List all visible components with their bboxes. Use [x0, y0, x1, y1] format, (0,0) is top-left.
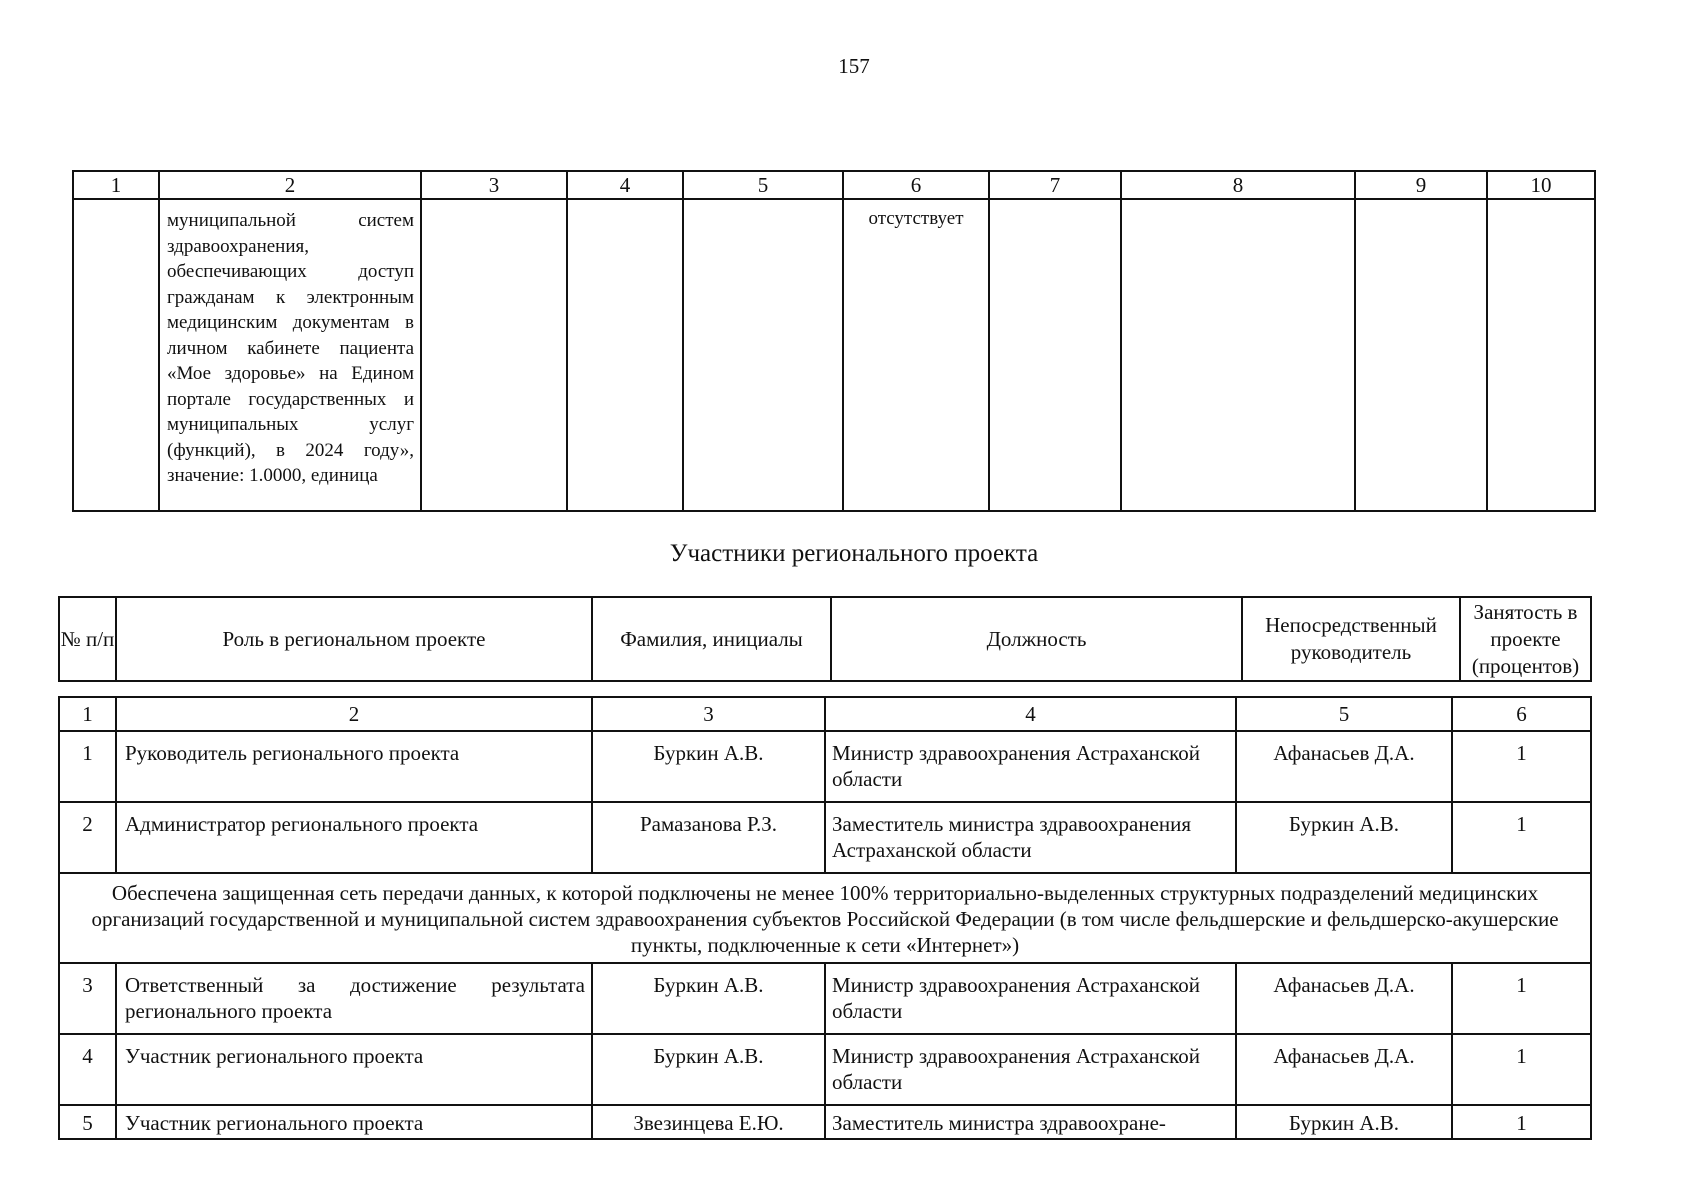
header-name: Фамилия, инициалы — [592, 597, 831, 681]
table-row — [59, 1034, 1591, 1105]
indicator-cell — [159, 199, 421, 511]
indicator-text: муниципальной систем здравоохранения, обеспечивающих доступ гражданам к электронным медицинским документам в личном кабинете пациента «Мое здоровье» на Едином портале государственных и муниципальных услуг (функций), в 2024 году», значение: 1.0000, единица — [167, 210, 414, 486]
percent-cell: 1 — [1452, 1034, 1591, 1105]
header-number: № п/п — [59, 597, 116, 681]
table-cell — [421, 199, 567, 511]
header-position: Должность — [831, 597, 1242, 681]
role-cell: Руководитель регионального проекта — [116, 731, 592, 802]
table-cell — [567, 199, 683, 511]
percent-cell: 1 — [1452, 963, 1591, 1034]
table-cell — [73, 199, 159, 511]
row-number: 4 — [59, 1034, 116, 1105]
manager-cell: Афанасьев Д.А. — [1236, 1034, 1452, 1105]
column-number-row — [59, 697, 1591, 731]
position-cell: Министр здравоохранения Астраханской области — [825, 963, 1236, 1034]
column-number: 1 — [59, 697, 116, 731]
table-cell — [683, 199, 843, 511]
name-cell: Звезинцева Е.Ю. — [592, 1105, 825, 1139]
column-number: 3 — [592, 697, 825, 731]
manager-cell: Афанасьев Д.А. — [1236, 963, 1452, 1034]
table-row — [73, 199, 1595, 511]
page-number: 157 — [838, 54, 870, 78]
percent-cell: 1 — [1452, 802, 1591, 873]
table-cell — [1487, 199, 1595, 511]
name-cell: Буркин А.В. — [592, 1034, 825, 1105]
section-title: Участники регионального проекта — [669, 540, 1039, 567]
row-number: 3 — [59, 963, 116, 1034]
role-cell: Ответственный за достижение результата регионального проекта — [116, 963, 592, 1034]
status-cell — [843, 199, 989, 511]
column-number: 3 — [421, 171, 567, 199]
participants-table — [58, 696, 1592, 1140]
column-number: 2 — [159, 171, 421, 199]
column-number: 10 — [1487, 171, 1595, 199]
row-number: 5 — [59, 1105, 116, 1139]
percent-cell: 1 — [1452, 1105, 1591, 1139]
column-number: 7 — [989, 171, 1121, 199]
position-cell: Министр здравоохранения Астраханской области — [825, 731, 1236, 802]
role-cell: Администратор регионального проекта — [116, 802, 592, 873]
header-role: Роль в региональном проекте — [116, 597, 592, 681]
table-cell — [989, 199, 1121, 511]
column-number: 2 — [116, 697, 592, 731]
row-number: 2 — [59, 802, 116, 873]
row-number: 1 — [59, 731, 116, 802]
position-cell: Министр здравоохранения Астраханской области — [825, 1034, 1236, 1105]
column-number: 5 — [1236, 697, 1452, 731]
position-cell: Заместитель министра здравоохранения Астраханской области — [825, 802, 1236, 873]
column-number: 6 — [1452, 697, 1591, 731]
column-number: 8 — [1121, 171, 1355, 199]
role-cell: Участник регионального проекта — [116, 1034, 592, 1105]
result-text: Обеспечена защищенная сеть передачи данных, к которой подключены не менее 100% территориально-выделенных структурных подразделений медицинских организаций государственной и муниципальной систем здравоохранения субъектов Российской Федерации (в том числе фельдшерские и фельдшерско-акушерские пункты, подключенные к сети «Интернет») — [59, 873, 1591, 963]
name-cell: Буркин А.В. — [592, 963, 825, 1034]
table-row — [59, 802, 1591, 873]
table-row — [59, 963, 1591, 1034]
manager-cell: Афанасьев Д.А. — [1236, 731, 1452, 802]
table-row — [59, 1105, 1591, 1139]
status-text: отсутствует — [868, 208, 964, 229]
column-number: 9 — [1355, 171, 1487, 199]
header-row — [59, 597, 1591, 681]
column-number: 1 — [73, 171, 159, 199]
column-number-row — [73, 171, 1595, 199]
column-number: 5 — [683, 171, 843, 199]
header-manager: Непосредственный руководитель — [1242, 597, 1460, 681]
table-row — [59, 731, 1591, 802]
indicator-table — [72, 170, 1596, 512]
column-number: 4 — [825, 697, 1236, 731]
name-cell: Буркин А.В. — [592, 731, 825, 802]
column-number: 4 — [567, 171, 683, 199]
position-cell: Заместитель министра здравоохране- — [825, 1105, 1236, 1139]
name-cell: Рамазанова Р.З. — [592, 802, 825, 873]
manager-cell: Буркин А.В. — [1236, 802, 1452, 873]
table-cell — [1355, 199, 1487, 511]
column-number: 6 — [843, 171, 989, 199]
manager-cell: Буркин А.В. — [1236, 1105, 1452, 1139]
role-cell: Участник регионального проекта — [116, 1105, 592, 1139]
table-cell — [1121, 199, 1355, 511]
header-employment: Занятость в проекте (процентов) — [1460, 597, 1591, 681]
percent-cell: 1 — [1452, 731, 1591, 802]
participants-header-table — [58, 596, 1592, 682]
result-row — [59, 873, 1591, 963]
